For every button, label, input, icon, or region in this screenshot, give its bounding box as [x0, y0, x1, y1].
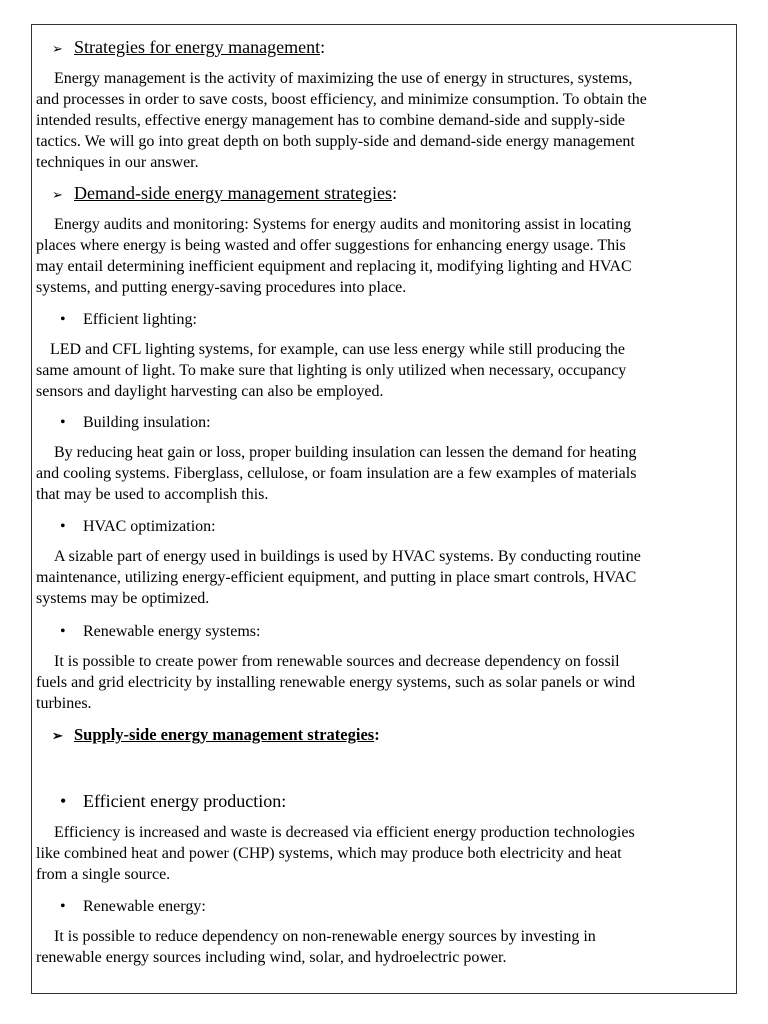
paragraph-insulation: By reducing heat gain or loss, proper building insulation can lessen the demand for heating and cooling systems. Fiberglass, cellulose, or foam insulation are a few examples of materials that may be used to accomplish this.: [36, 444, 637, 503]
bullet-dot-icon: •: [60, 311, 66, 328]
paragraph-renewable: It is possible to reduce dependency on non-renewable energy sources by investing in renewable energy sources including wind, solar, and hydroelectric power.: [36, 928, 596, 966]
paragraph-intro: Energy management is the activity of maximizing the use of energy in structures, systems, and processes in order to save costs, boost efficiency, and minimize consumption. To obtain the intended results, effective energy management has to combine demand-side and supply-side tactics. We will go into great depth on both supply-side and demand-side energy management techniques in our answer.: [36, 70, 647, 171]
bullet-efficient-energy-production: • Efficient energy production:: [60, 791, 287, 811]
paragraph-production: Efficiency is increased and waste is decreased via efficient energy production technologies like combined heat and power (CHP) systems, which may produce both electricity and heat from a single source.: [36, 824, 635, 883]
arrow-bullet-icon: ➢: [52, 41, 63, 56]
heading-demand-side: ➢ Demand-side energy management strategies:: [52, 182, 397, 206]
bullet-renewable-energy: • Renewable energy:: [60, 898, 206, 915]
bullet-renewable-energy-systems: • Renewable energy systems:: [60, 623, 261, 640]
heading-supply-side: ➢ Supply-side energy management strategies:: [52, 724, 380, 747]
arrow-bullet-icon: ➢: [52, 728, 63, 743]
bullet-dot-icon: •: [60, 414, 66, 431]
bullet-dot-icon: •: [60, 791, 67, 811]
heading-strategies: ➢ Strategies for energy management:: [52, 36, 325, 60]
bullet-dot-icon: •: [60, 518, 66, 535]
paragraph-renewable-systems: It is possible to create power from renewable sources and decrease dependency on fossil fuels and grid electricity by installing renewable energy systems, such as solar panels or wind turbines.: [36, 653, 636, 712]
bullet-dot-icon: •: [60, 898, 66, 915]
paragraph-hvac: A sizable part of energy used in buildings is used by HVAC systems. By conducting routine maintenance, utilizing energy-efficient equipment, and putting in place smart controls, HVAC systems may be optimized.: [36, 548, 641, 607]
paragraph-lighting: LED and CFL lighting systems, for example, can use less energy while still producing the same amount of light. To make sure that lighting is only utilized when necessary, occupancy sensors and daylight harvesting can also be employed.: [36, 341, 627, 400]
bullet-building-insulation: • Building insulation:: [60, 414, 211, 431]
bullet-hvac-optimization: • HVAC optimization:: [60, 518, 216, 535]
paragraph-audits: Energy audits and monitoring: Systems for energy audits and monitoring assist in locating places where energy is being wasted and offer suggestions for enhancing energy usage. This may entail determining inefficient equipment and replacing it, modifying lighting and HVAC systems, and putting energy-saving procedures into place.: [36, 216, 632, 296]
bullet-dot-icon: •: [60, 623, 66, 640]
bullet-efficient-lighting: • Efficient lighting:: [60, 311, 197, 328]
arrow-bullet-icon: ➢: [52, 187, 63, 202]
